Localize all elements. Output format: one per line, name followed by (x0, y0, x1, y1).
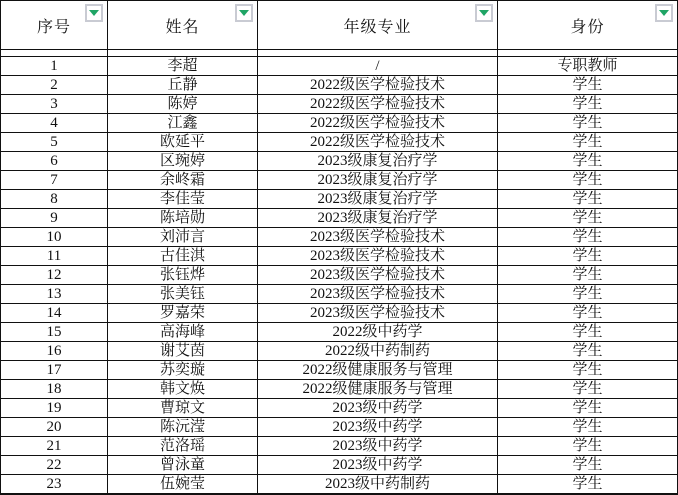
spacer-cell (498, 50, 677, 57)
filter-dropdown-icon (659, 10, 669, 16)
cell-identity[interactable]: 学生 (498, 285, 677, 304)
table-row (1, 152, 677, 171)
cell-serial[interactable]: 4 (1, 114, 108, 133)
table-row (1, 304, 677, 323)
cell-name[interactable]: 韩文焕 (108, 380, 258, 399)
cell-serial[interactable]: 7 (1, 171, 108, 190)
cell-serial[interactable]: 10 (1, 228, 108, 247)
cell-identity[interactable]: 学生 (498, 190, 677, 209)
table-row (1, 114, 677, 133)
cell-serial[interactable]: 23 (1, 475, 108, 494)
cell-major[interactable]: / (258, 57, 498, 76)
header-label-identity: 身份 (570, 18, 605, 36)
cell-identity[interactable]: 学生 (498, 152, 677, 171)
filter-dropdown-icon (479, 10, 489, 16)
cell-identity[interactable]: 专职教师 (498, 57, 677, 76)
cell-serial[interactable]: 22 (1, 456, 108, 475)
cell-identity[interactable]: 学生 (498, 95, 677, 114)
header-cell-name[interactable] (108, 1, 258, 50)
cell-name[interactable]: 刘沛言 (108, 228, 258, 247)
cell-serial[interactable]: 20 (1, 418, 108, 437)
table-row (1, 399, 677, 418)
cell-identity[interactable]: 学生 (498, 342, 677, 361)
cell-name[interactable]: 高海峰 (108, 323, 258, 342)
cell-major[interactable]: 2023级医学检验技术 (258, 266, 498, 285)
spacer-cell (108, 50, 258, 57)
table-row (1, 418, 677, 437)
cell-identity[interactable]: 学生 (498, 437, 677, 456)
cell-serial[interactable]: 11 (1, 247, 108, 266)
cell-serial[interactable]: 3 (1, 95, 108, 114)
header-cell-identity[interactable] (498, 1, 677, 50)
cell-identity[interactable]: 学生 (498, 399, 677, 418)
cell-major[interactable]: 2023级中药学 (258, 399, 498, 418)
cell-serial[interactable]: 17 (1, 361, 108, 380)
table-row (1, 437, 677, 456)
cell-name[interactable]: 余峂霜 (108, 171, 258, 190)
filter-dropdown-button-name[interactable] (235, 4, 253, 22)
table-row (1, 228, 677, 247)
cell-name[interactable]: 陈沅滢 (108, 418, 258, 437)
table-body (1, 57, 677, 494)
spacer-cell (1, 50, 108, 57)
cell-serial[interactable]: 6 (1, 152, 108, 171)
table-row (1, 190, 677, 209)
cell-identity[interactable]: 学生 (498, 418, 677, 437)
cell-name[interactable]: 丘静 (108, 76, 258, 95)
cell-identity[interactable]: 学生 (498, 380, 677, 399)
cell-identity[interactable]: 学生 (498, 361, 677, 380)
cell-name[interactable]: 伍婉莹 (108, 475, 258, 494)
table-row (1, 285, 677, 304)
cell-major[interactable]: 2022级健康服务与管理 (258, 361, 498, 380)
cell-name[interactable]: 苏奕璇 (108, 361, 258, 380)
table-row (1, 361, 677, 380)
filter-dropdown-icon (89, 10, 99, 16)
cell-serial[interactable]: 12 (1, 266, 108, 285)
cell-major[interactable]: 2022级医学检验技术 (258, 95, 498, 114)
cell-identity[interactable]: 学生 (498, 456, 677, 475)
cell-name[interactable]: 曾泳童 (108, 456, 258, 475)
cell-major[interactable]: 2022级医学检验技术 (258, 133, 498, 152)
cell-major[interactable]: 2022级中药制药 (258, 342, 498, 361)
cell-name[interactable]: 曹琼文 (108, 399, 258, 418)
cell-serial[interactable]: 19 (1, 399, 108, 418)
cell-name[interactable]: 张钰烨 (108, 266, 258, 285)
cell-serial[interactable]: 1 (1, 57, 108, 76)
table-row (1, 133, 677, 152)
header-label-serial: 序号 (36, 18, 71, 36)
cell-name[interactable]: 区琬婷 (108, 152, 258, 171)
cell-name[interactable]: 李佳莹 (108, 190, 258, 209)
cell-major[interactable]: 2023级中药制药 (258, 475, 498, 494)
cell-major[interactable]: 2023级医学检验技术 (258, 285, 498, 304)
cell-identity[interactable]: 学生 (498, 475, 677, 494)
cell-serial[interactable]: 15 (1, 323, 108, 342)
cell-serial[interactable]: 21 (1, 437, 108, 456)
header-cell-serial[interactable] (1, 1, 108, 50)
cell-major[interactable]: 2023级中药学 (258, 418, 498, 437)
cell-name[interactable]: 古佳淇 (108, 247, 258, 266)
cell-serial[interactable]: 18 (1, 380, 108, 399)
cell-name[interactable]: 欧延平 (108, 133, 258, 152)
table-row (1, 171, 677, 190)
cell-identity[interactable]: 学生 (498, 247, 677, 266)
cell-identity[interactable]: 学生 (498, 228, 677, 247)
cell-major[interactable]: 2022级医学检验技术 (258, 76, 498, 95)
header-cell-major[interactable] (258, 1, 498, 50)
table-row (1, 95, 677, 114)
cell-name[interactable]: 张美钰 (108, 285, 258, 304)
cell-major[interactable]: 2022级健康服务与管理 (258, 380, 498, 399)
cell-major[interactable]: 2023级中药学 (258, 456, 498, 475)
header-label-major: 年级专业 (343, 18, 412, 36)
empty-spacer-row (1, 50, 677, 57)
cell-major[interactable]: 2023级医学检验技术 (258, 228, 498, 247)
table-row (1, 475, 677, 494)
cell-major[interactable]: 2023级康复治疗学 (258, 209, 498, 228)
cell-major[interactable]: 2023级中药学 (258, 437, 498, 456)
cell-identity[interactable]: 学生 (498, 209, 677, 228)
table-row (1, 266, 677, 285)
cell-major[interactable]: 2022级医学检验技术 (258, 114, 498, 133)
table-row (1, 57, 677, 76)
table-row (1, 209, 677, 228)
cell-identity[interactable]: 学生 (498, 114, 677, 133)
cell-major[interactable]: 2023级康复治疗学 (258, 190, 498, 209)
cell-identity[interactable]: 学生 (498, 133, 677, 152)
cell-identity[interactable]: 学生 (498, 171, 677, 190)
cell-serial[interactable]: 9 (1, 209, 108, 228)
table-row (1, 247, 677, 266)
cell-identity[interactable]: 学生 (498, 266, 677, 285)
cell-identity[interactable]: 学生 (498, 76, 677, 95)
filter-dropdown-icon (239, 10, 249, 16)
cell-major[interactable]: 2022级中药学 (258, 323, 498, 342)
cell-name[interactable]: 江鑫 (108, 114, 258, 133)
filter-dropdown-button-major[interactable] (475, 4, 493, 22)
cell-name[interactable]: 谢艾茵 (108, 342, 258, 361)
cell-name[interactable]: 李超 (108, 57, 258, 76)
cell-serial[interactable]: 14 (1, 304, 108, 323)
table-row (1, 76, 677, 95)
table-row (1, 342, 677, 361)
cell-major[interactable]: 2023级康复治疗学 (258, 152, 498, 171)
cell-identity[interactable]: 学生 (498, 304, 677, 323)
cell-name[interactable]: 陈婷 (108, 95, 258, 114)
filter-dropdown-button-identity[interactable] (655, 4, 673, 22)
cell-serial[interactable]: 2 (1, 76, 108, 95)
table-row (1, 323, 677, 342)
table-row (1, 456, 677, 475)
table-row (1, 380, 677, 399)
header-label-name: 姓名 (165, 18, 200, 36)
cell-serial[interactable]: 5 (1, 133, 108, 152)
cell-name[interactable]: 陈培勋 (108, 209, 258, 228)
table-header-row (1, 1, 677, 50)
cell-serial[interactable]: 8 (1, 190, 108, 209)
cell-major[interactable]: 2023级医学检验技术 (258, 304, 498, 323)
cell-serial[interactable]: 13 (1, 285, 108, 304)
spacer-cell (258, 50, 498, 57)
cell-serial[interactable]: 16 (1, 342, 108, 361)
cell-name[interactable]: 范洛瑶 (108, 437, 258, 456)
cell-major[interactable]: 2023级医学检验技术 (258, 247, 498, 266)
cell-name[interactable]: 罗嘉荣 (108, 304, 258, 323)
cell-identity[interactable]: 学生 (498, 323, 677, 342)
filter-dropdown-button-serial[interactable] (85, 4, 103, 22)
cell-major[interactable]: 2023级康复治疗学 (258, 171, 498, 190)
